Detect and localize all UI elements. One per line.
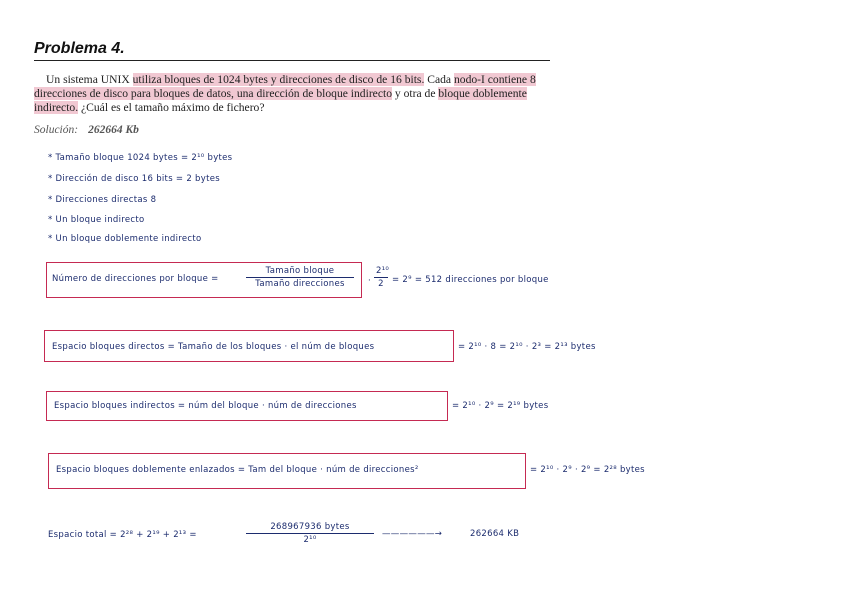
statement-highlight-1: utiliza bloques de 1024 bytes y direcciones de disco de 16 bits. (132, 73, 425, 86)
box1-result-denominator: 2 (378, 279, 384, 289)
note-item: * Dirección de disco 16 bits = 2 bytes (48, 174, 220, 184)
box1-label: Número de direcciones por bloque = (52, 274, 219, 284)
total-result: 262664 KB (470, 529, 520, 539)
statement-text-3: y otra de (392, 87, 439, 100)
statement-highlight-2: nodo-I contiene 8 direcciones de disco para bloques de datos, una dirección de bloque indirecto (34, 73, 536, 100)
box3-text: Espacio bloques indirectos = núm del bloque · núm de direcciones (54, 401, 357, 411)
total-fraction-denominator: 2¹⁰ (303, 535, 317, 545)
statement-text-2: Cada (424, 73, 454, 86)
statement-text-4: ¿Cuál es el tamaño máximo de fichero? (78, 101, 265, 114)
box4-text: Espacio bloques doblemente enlazados = Tam del bloque · núm de direcciones² (56, 465, 419, 475)
statement-text-1: Un sistema UNIX (46, 73, 133, 86)
box1-result: = 2⁹ = 512 direcciones por bloque (392, 275, 549, 285)
total-fraction (246, 522, 374, 545)
box2-text: Espacio bloques directos = Tamaño de los bloques · el núm de bloques (52, 342, 375, 352)
solution-label: Solución: (34, 124, 79, 136)
box1-fraction (246, 266, 354, 289)
problem-title: Problema 4. (34, 40, 125, 57)
title-underline (34, 60, 550, 61)
box1-dot: · (368, 276, 372, 286)
total-fraction-numerator: 268967936 bytes (246, 522, 374, 534)
box1-result-fraction (374, 266, 388, 289)
problem-statement (34, 73, 554, 115)
note-item: * Un bloque doblemente indirecto (48, 234, 202, 244)
note-item: * Tamaño bloque 1024 bytes = 2¹⁰ bytes (48, 153, 233, 163)
box3-result: = 2¹⁰ · 2⁹ = 2¹⁹ bytes (452, 401, 549, 411)
solution-line (34, 124, 139, 136)
solution-value: 262664 Kb (88, 124, 139, 136)
box1-result-numerator: 2¹⁰ (376, 266, 390, 276)
statement-highlight-3: bloque doblemente indirecto. (34, 87, 527, 114)
note-item: * Un bloque indirecto (48, 215, 145, 225)
box2-result: = 2¹⁰ · 8 = 2¹⁰ · 2³ = 2¹³ bytes (458, 342, 596, 352)
box4-result: = 2¹⁰ · 2⁹ · 2⁹ = 2²⁸ bytes (530, 465, 645, 475)
total-arrow: ——————→ (382, 529, 443, 539)
total-label: Espacio total = 2²⁸ + 2¹⁹ + 2¹³ = (48, 530, 197, 540)
box1-fraction-denominator: Tamaño direcciones (255, 279, 345, 289)
note-item: * Direcciones directas 8 (48, 195, 157, 205)
box1-fraction-numerator: Tamaño bloque (246, 266, 354, 278)
